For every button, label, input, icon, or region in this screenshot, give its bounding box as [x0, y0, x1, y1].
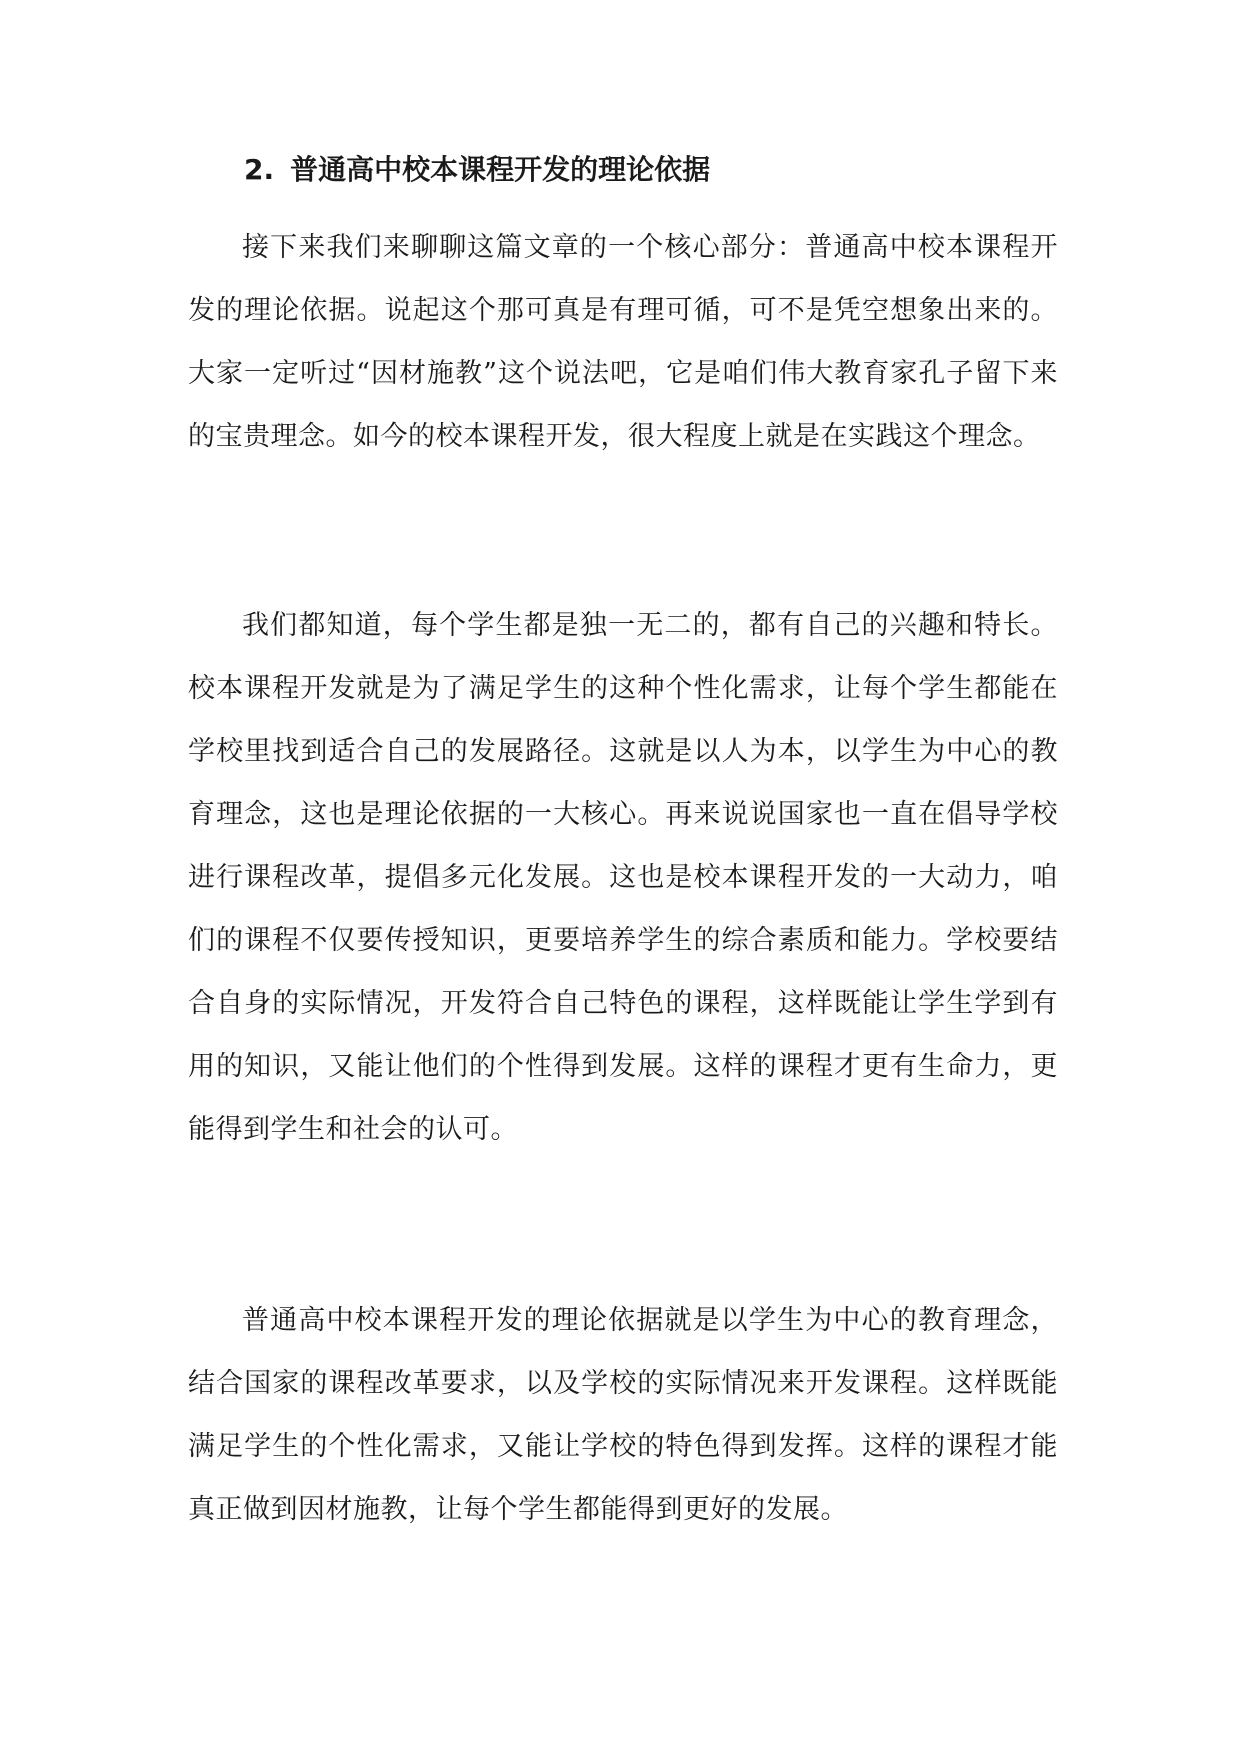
section-heading [244, 150, 710, 190]
section-title: 普通高中校本课程开发的理论依据 [290, 153, 711, 186]
paragraph-3: 普通高中校本课程开发的理论依据就是以学生为中心的教育理念，结合国家的课程改革要求，以及学校的实际情况来开发课程。这样既能满足学生的个性化需求，又能让学校的特色得到发挥。这样的课程才能真正做到因材施教，让每个学生都能得到更好的发展。 [188, 1305, 1058, 1525]
paragraph-1: 接下来我们来聊聊这篇文章的一个核心部分：普通高中校本课程开发的理论依据。说起这个那可真是有理可循，可不是凭空想象出来的。大家一定听过“因材施教”这个说法吧，它是咱们伟大教育家孔子留下来的宝贵理念。如今的校本课程开发，很大程度上就是在实践这个理念。 [188, 232, 1058, 452]
paragraph-2: 我们都知道，每个学生都是独一无二的，都有自己的兴趣和特长。校本课程开发就是为了满足学生的这种个性化需求，让每个学生都能在学校里找到适合自己的发展路径。这就是以人为本，以学生为中心的教育理念，这也是理论依据的一大核心。再来说说国家也一直在倡导学校进行课程改革，提倡多元化发展。这也是校本课程开发的一大动力，咱们的课程不仅要传授知识，更要培养学生的综合素质和能力。学校要结合自身的实际情况，开发符合自己特色的课程，这样既能让学生学到有用的知识，又能让他们的个性得到发展。这样的课程才更有生命力，更能得到学生和社会的认可。 [188, 610, 1058, 1145]
section-number: 2. [244, 153, 275, 186]
